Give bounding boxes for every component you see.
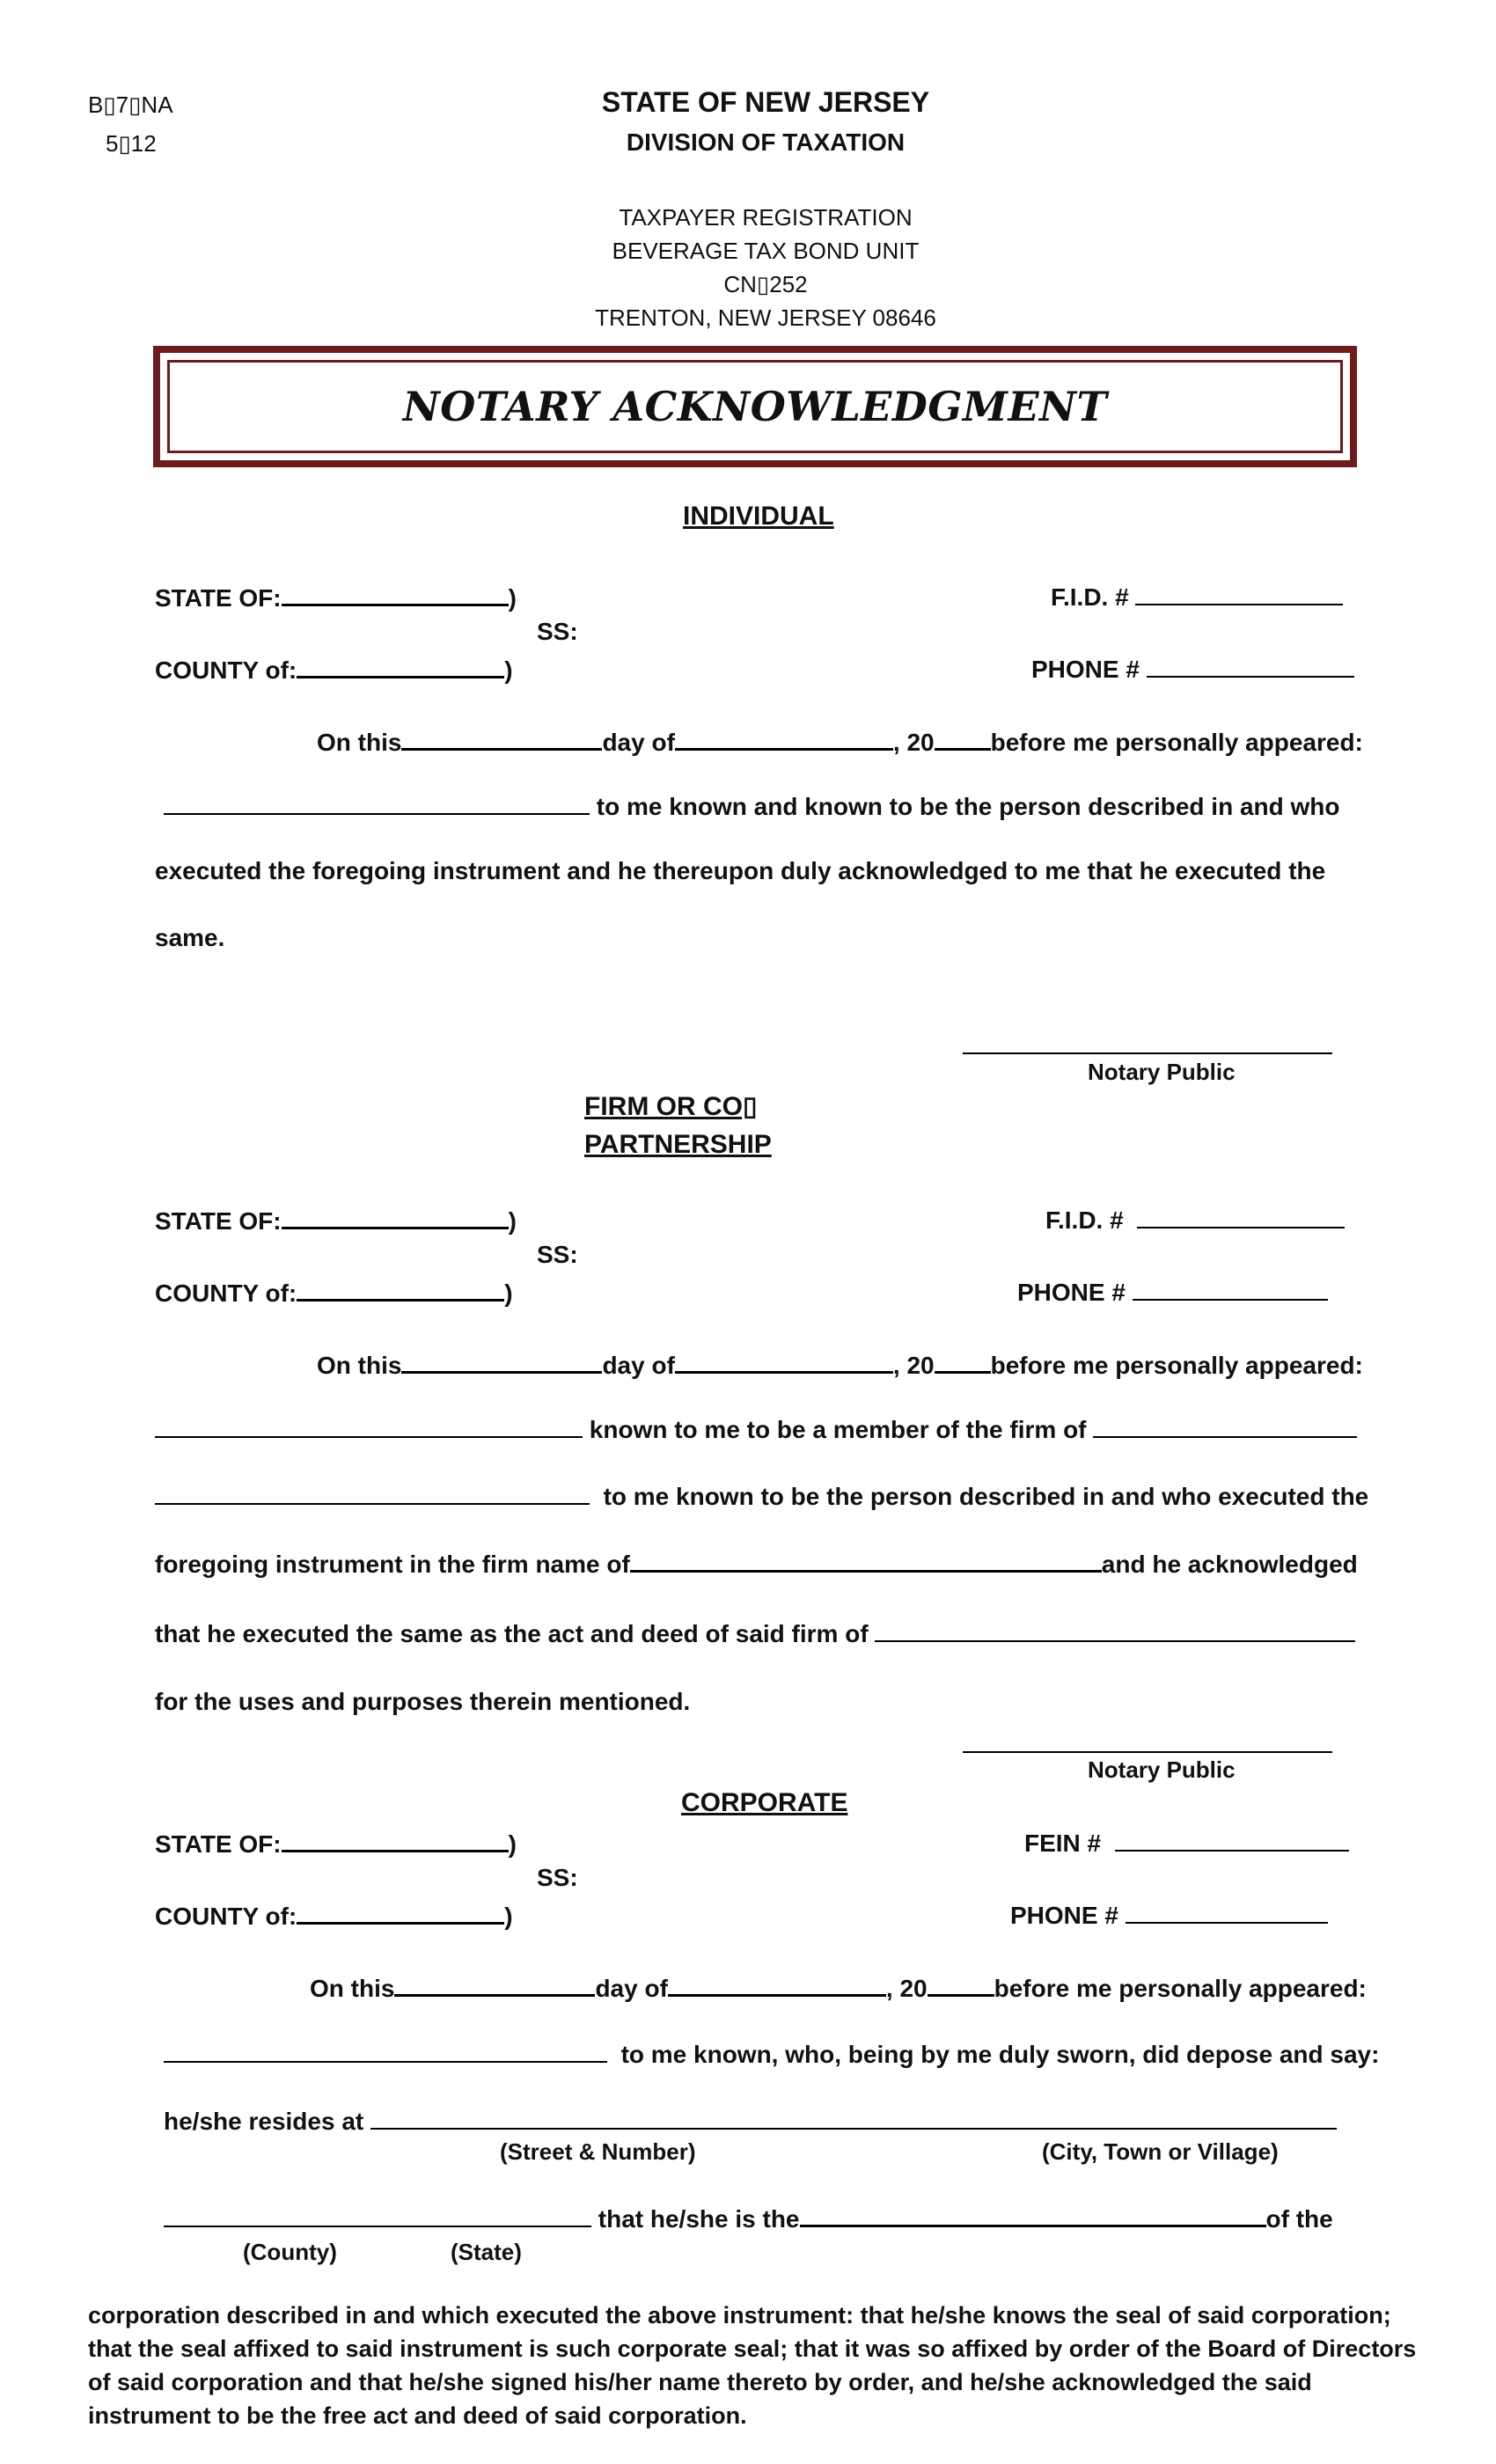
individual-line2: executed the foregoing instrument and he thereupon duly acknowledged to me that he executed the xyxy=(155,857,1326,884)
corporate-title-field[interactable] xyxy=(800,2202,1266,2227)
title-box xyxy=(153,346,1357,467)
individual-county-field[interactable] xyxy=(297,653,504,678)
form-code: B▯7▯NA xyxy=(88,92,173,118)
corporate-para-line-1: corporation described in and which executed the above instrument: that he/she knows the seal of said corporation; xyxy=(88,2302,1391,2328)
corporate-county-field[interactable] xyxy=(297,1899,504,1925)
individual-phone-row: PHONE # xyxy=(1031,653,1354,684)
firm-date-row: On this day of , 20 before me personally appeared: xyxy=(317,1348,1363,1380)
individual-state-row: STATE OF: ) xyxy=(155,581,517,612)
corporate-state-field[interactable] xyxy=(282,1827,509,1852)
firm-line5: for the uses and purposes therein mentioned. xyxy=(155,1688,691,1715)
individual-fid-row: F.I.D. # xyxy=(1051,581,1343,612)
individual-notary-label: Notary Public xyxy=(1088,1059,1236,1085)
corporate-county-state-field[interactable] xyxy=(164,2203,591,2227)
firm-county-field[interactable] xyxy=(297,1276,504,1302)
firm-fid-row: F.I.D. # xyxy=(1045,1204,1345,1235)
individual-date-row: On this day of , 20 before me personally appeared: xyxy=(317,725,1363,757)
firm-line1: known to me to be a member of the firm of xyxy=(155,1413,1357,1444)
corporate-year-field[interactable] xyxy=(928,1971,994,1997)
corporate-county-row: COUNTY of: ) xyxy=(155,1899,513,1931)
firm-name-field[interactable] xyxy=(1093,1413,1357,1438)
firm-phone-row: PHONE # xyxy=(1017,1276,1328,1307)
individual-month-field[interactable] xyxy=(675,725,893,751)
firm-county-row: COUNTY of: ) xyxy=(155,1276,513,1308)
corporate-line1: to me known, who, being by me duly sworn, did depose and say: xyxy=(164,2038,1379,2069)
firm-instrument-name-field[interactable] xyxy=(630,1547,1102,1573)
firm-member-name-field[interactable] xyxy=(155,1413,583,1438)
page-title: NOTARY ACKNOWLEDGMENT xyxy=(402,383,1108,430)
individual-ss: SS: xyxy=(537,618,578,645)
corporate-resides-row: he/she resides at xyxy=(164,2105,1337,2136)
individual-phone-field[interactable] xyxy=(1147,653,1354,678)
address-line-1: TAXPAYER REGISTRATION xyxy=(619,204,913,231)
firm-state-row: STATE OF: ) xyxy=(155,1204,517,1236)
firm-phone-field[interactable] xyxy=(1133,1276,1328,1301)
form-date: 5▯12 xyxy=(106,130,157,157)
corporate-fein-field[interactable] xyxy=(1115,1827,1349,1852)
corporate-heading: CORPORATE xyxy=(681,1788,848,1817)
individual-day-field[interactable] xyxy=(401,725,602,751)
corporate-fein-row: FEIN # xyxy=(1024,1827,1349,1858)
corporate-deponent-field[interactable] xyxy=(164,2038,607,2063)
individual-county-row: COUNTY of: ) xyxy=(155,653,513,685)
corporate-ss: SS: xyxy=(537,1864,578,1891)
address-line-3: CN▯252 xyxy=(723,271,808,297)
firm-state-field[interactable] xyxy=(282,1204,509,1229)
firm-day-field[interactable] xyxy=(401,1348,602,1374)
state-caption: (State) xyxy=(451,2239,522,2265)
address-line-2: BEVERAGE TAX BOND UNIT xyxy=(612,238,920,264)
individual-line1: to me known and known to be the person described in and who xyxy=(164,790,1340,821)
corporate-para-line-3: of said corporation and that he/she signed his/her name thereto by order, and he/she acknowledged the said xyxy=(88,2369,1312,2395)
individual-state-field[interactable] xyxy=(282,581,509,606)
firm-heading-2: PARTNERSHIP xyxy=(584,1130,772,1159)
individual-heading: INDIVIDUAL xyxy=(683,502,834,531)
city-caption: (City, Town or Village) xyxy=(1042,2138,1279,2165)
firm-notary-label: Notary Public xyxy=(1088,1756,1236,1783)
corporate-date-row: On this day of , 20 before me personally appeared: xyxy=(310,1971,1367,2003)
corporate-state-row: STATE OF: ) xyxy=(155,1827,517,1859)
firm-line3: foregoing instrument in the firm name of and he acknowledged xyxy=(155,1547,1358,1579)
corporate-title-row: that he/she is the of the xyxy=(164,2202,1333,2233)
individual-year-field[interactable] xyxy=(935,725,991,751)
firm-person-field[interactable] xyxy=(155,1480,590,1505)
firm-line2: to me known to be the person described in and who executed the xyxy=(155,1480,1368,1511)
individual-notary-signature-line[interactable] xyxy=(963,1052,1332,1054)
firm-line4: that he executed the same as the act and deed of said firm of xyxy=(155,1617,1355,1648)
corporate-month-field[interactable] xyxy=(668,1971,886,1997)
individual-name-field[interactable] xyxy=(164,790,590,815)
address-line-4: TRENTON, NEW JERSEY 08646 xyxy=(595,304,936,331)
corporate-para-line-4: instrument to be the free act and deed of said corporation. xyxy=(88,2402,747,2429)
street-caption: (Street & Number) xyxy=(500,2138,696,2165)
firm-heading-1: FIRM OR CO▯ xyxy=(584,1092,758,1121)
firm-month-field[interactable] xyxy=(675,1348,893,1374)
firm-fid-field[interactable] xyxy=(1137,1204,1345,1228)
state-heading: STATE OF NEW JERSEY xyxy=(601,86,930,118)
firm-deed-field[interactable] xyxy=(875,1617,1355,1642)
corporate-phone-row: PHONE # xyxy=(1010,1899,1328,1930)
firm-ss: SS: xyxy=(537,1241,578,1268)
individual-line3: same. xyxy=(155,924,225,951)
corporate-address-field[interactable] xyxy=(370,2105,1337,2130)
corporate-day-field[interactable] xyxy=(394,1971,595,1997)
division-heading: DIVISION OF TAXATION xyxy=(626,128,906,156)
firm-notary-signature-line[interactable] xyxy=(963,1751,1332,1753)
corporate-para-line-2: that the seal affixed to said instrument is such corporate seal; that it was so affixed by order of the Board of Directors xyxy=(88,2336,1417,2362)
individual-fid-field[interactable] xyxy=(1135,581,1343,605)
county-caption: (County) xyxy=(243,2239,337,2265)
corporate-phone-field[interactable] xyxy=(1126,1899,1328,1924)
firm-year-field[interactable] xyxy=(935,1348,991,1374)
